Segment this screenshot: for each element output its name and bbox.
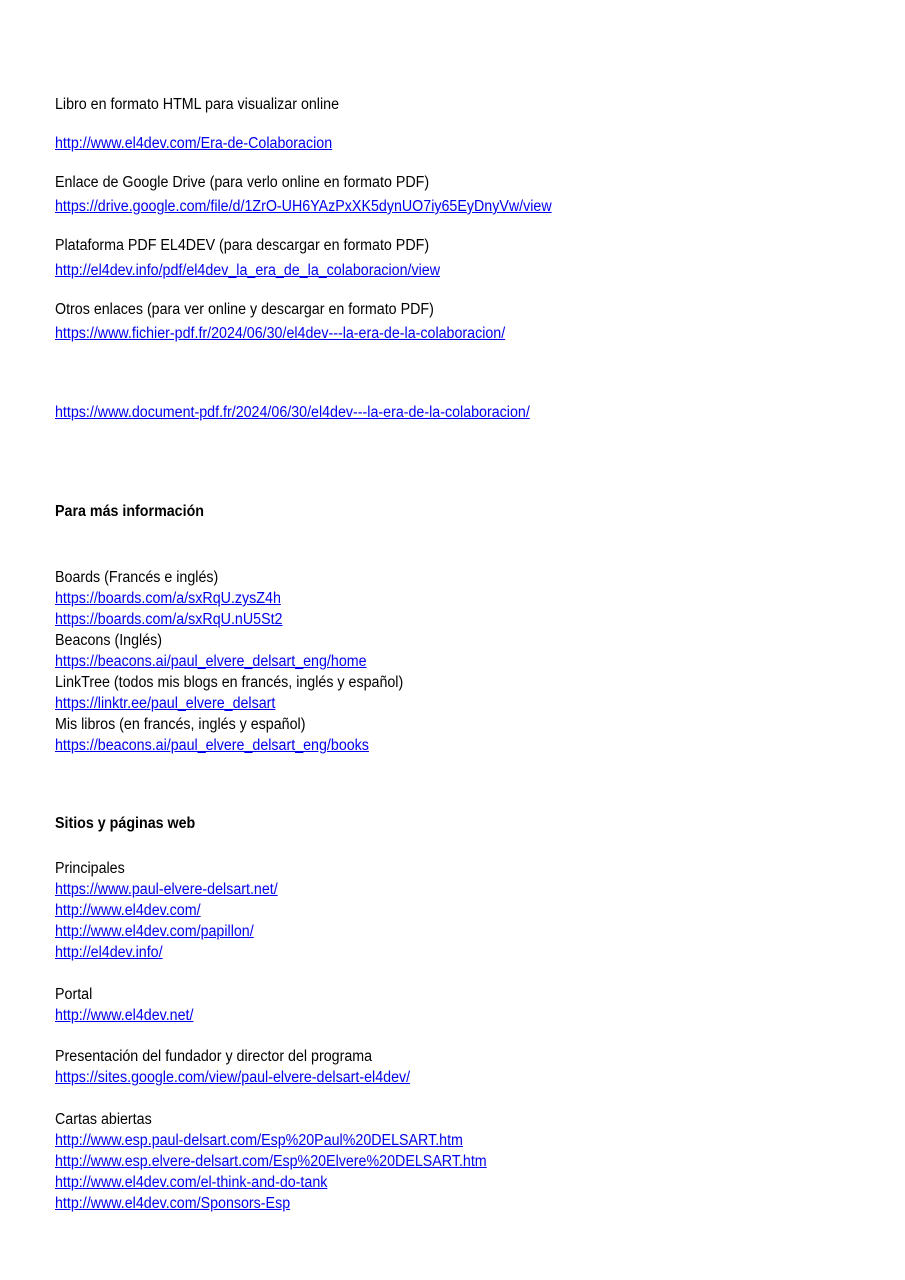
main-site-link[interactable]: https://www.paul-elvere-delsart.net/ [55,881,278,898]
open-letter-link[interactable]: http://www.el4dev.com/el-think-and-do-tank [55,1174,328,1191]
open-letter-link[interactable]: http://www.el4dev.com/Sponsors-Esp [55,1195,291,1212]
boards-link-2[interactable]: https://boards.com/a/sxRqU.nU5St2 [55,611,283,628]
portal-label: Portal [55,986,93,1003]
books-link[interactable]: https://beacons.ai/paul_elvere_delsart_eng/books [55,737,369,754]
founder-link[interactable]: https://sites.google.com/view/paul-elvere-delsart-el4dev/ [55,1069,411,1086]
portal-link[interactable]: http://www.el4dev.net/ [55,1007,194,1024]
drive-label: Enlace de Google Drive (para verlo online en formato PDF) [55,174,430,191]
boards-link-1[interactable]: https://boards.com/a/sxRqU.zysZ4h [55,590,281,607]
boards-label: Boards (Francés e inglés) [55,569,219,586]
html-book-link[interactable]: http://www.el4dev.com/Era-de-Colaboracion [55,135,333,152]
platform-link[interactable]: http://el4dev.info/pdf/el4dev_la_era_de_la_colaboracion/view [55,262,441,279]
more-info-heading: Para más información [55,503,204,520]
books-label: Mis libros (en francés, inglés y español) [55,716,306,733]
open-letters-label: Cartas abiertas [55,1111,152,1128]
linktree-link[interactable]: https://linktr.ee/paul_elvere_delsart [55,695,276,712]
document-pdf-link[interactable]: https://www.document-pdf.fr/2024/06/30/el4dev---la-era-de-la-colaboracion/ [55,404,530,421]
beacons-label: Beacons (Inglés) [55,632,163,649]
platform-label: Plataforma PDF EL4DEV (para descargar en formato PDF) [55,237,430,254]
main-site-link[interactable]: http://el4dev.info/ [55,944,163,961]
beacons-link[interactable]: https://beacons.ai/paul_elvere_delsart_eng/home [55,653,367,670]
sites-heading: Sitios y páginas web [55,815,196,832]
main-site-link[interactable]: http://www.el4dev.com/ [55,902,201,919]
founder-label: Presentación del fundador y director del programa [55,1048,373,1065]
open-letter-link[interactable]: http://www.esp.elvere-delsart.com/Esp%20Elvere%20DELSART.htm [55,1153,487,1170]
main-site-link[interactable]: http://www.el4dev.com/papillon/ [55,923,254,940]
fichier-pdf-link[interactable]: https://www.fichier-pdf.fr/2024/06/30/el4dev---la-era-de-la-colaboracion/ [55,325,506,342]
html-book-label: Libro en formato HTML para visualizar online [55,96,340,113]
other-links-label: Otros enlaces (para ver online y descargar en formato PDF) [55,301,434,318]
drive-link[interactable]: https://drive.google.com/file/d/1ZrO-UH6YAzPxXK5dynUO7iy65EyDnyVw/view [55,198,552,215]
linktree-label: LinkTree (todos mis blogs en francés, inglés y español) [55,674,404,691]
open-letter-link[interactable]: http://www.esp.paul-delsart.com/Esp%20Paul%20DELSART.htm [55,1132,463,1149]
main-sites-label: Principales [55,860,125,877]
